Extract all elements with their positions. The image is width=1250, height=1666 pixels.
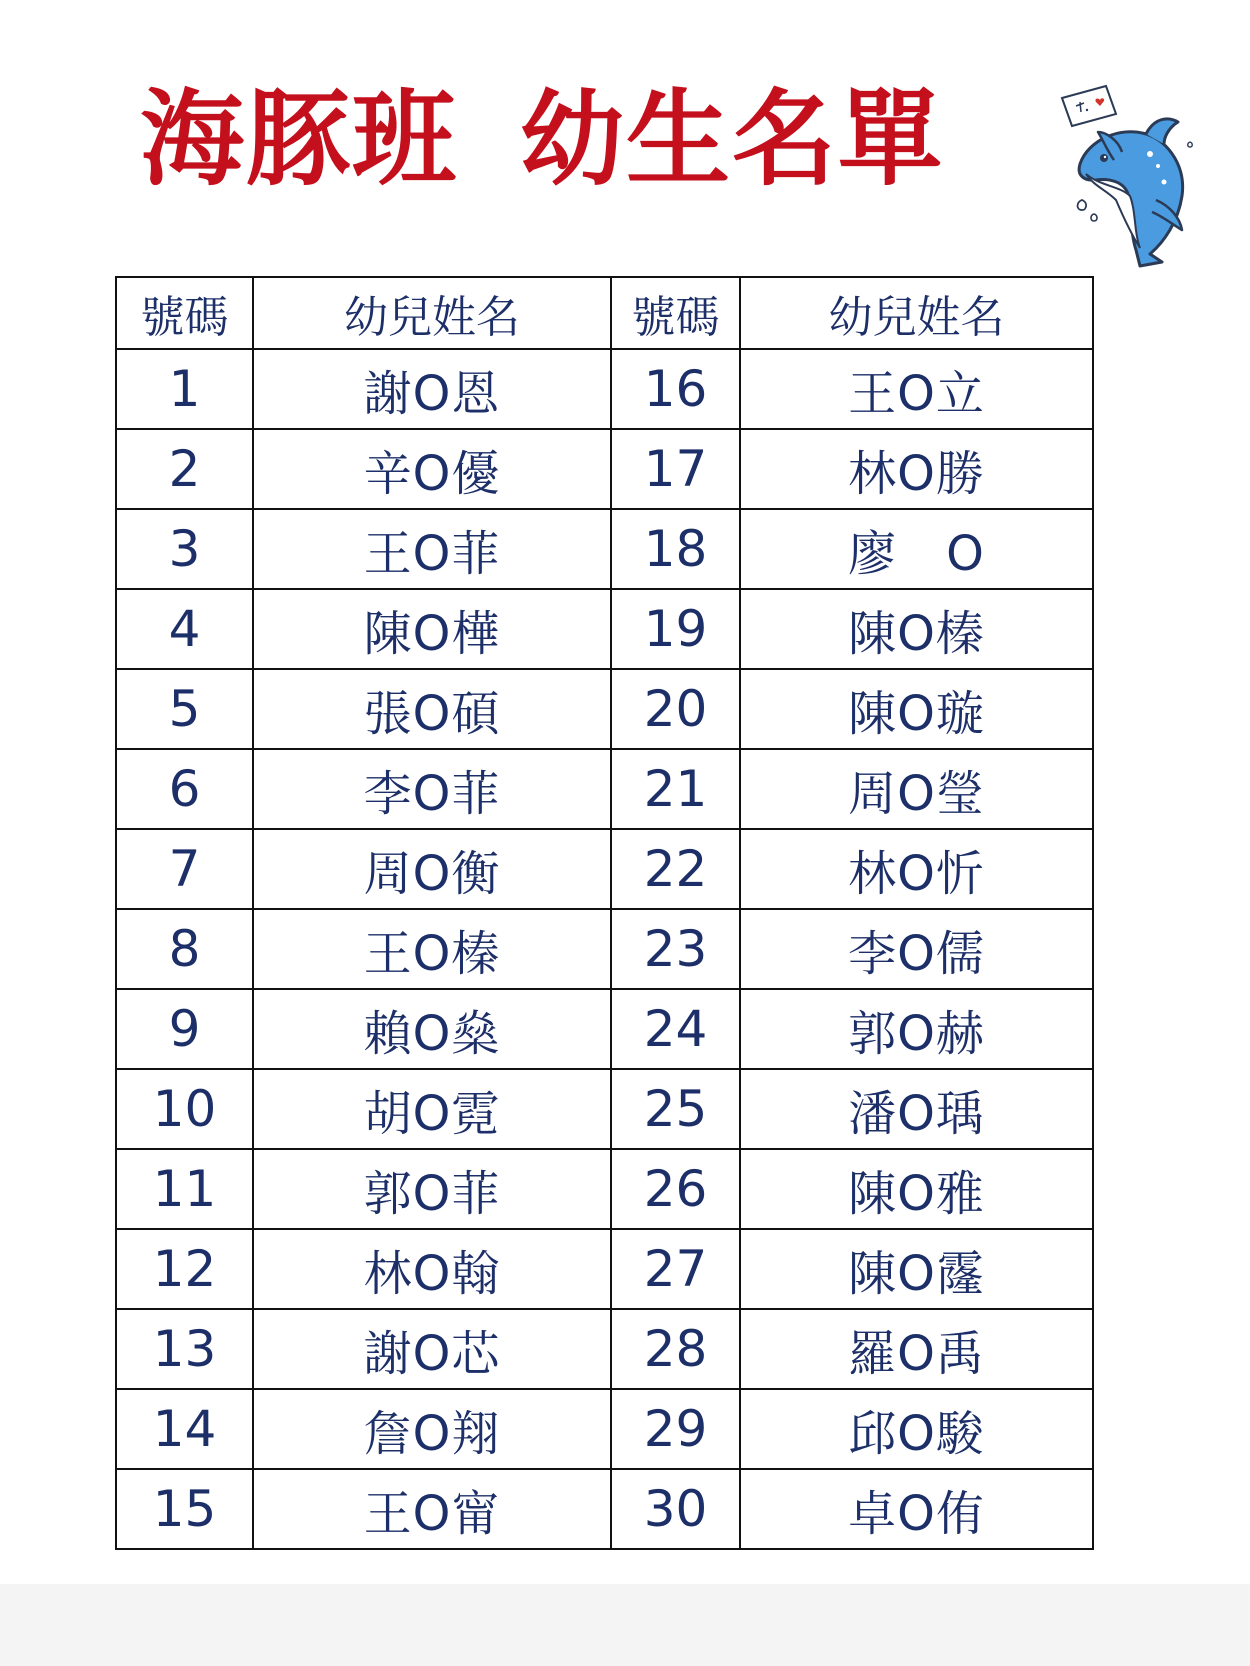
student-number: 6 xyxy=(116,749,253,829)
student-name: 謝O恩 xyxy=(253,349,611,429)
table-row xyxy=(116,1309,1093,1389)
student-number: 27 xyxy=(611,1229,740,1309)
student-name: 辛O優 xyxy=(253,429,611,509)
letter-icon xyxy=(1062,86,1116,126)
student-number: 14 xyxy=(116,1389,253,1469)
table-row xyxy=(116,429,1093,509)
student-number: 22 xyxy=(611,829,740,909)
student-number: 12 xyxy=(116,1229,253,1309)
student-name: 邱O駿 xyxy=(740,1389,1093,1469)
header-number-right: 號碼 xyxy=(611,277,740,349)
student-name: 林O忻 xyxy=(740,829,1093,909)
student-number: 20 xyxy=(611,669,740,749)
table-row xyxy=(116,509,1093,589)
student-name: 卓O侑 xyxy=(740,1469,1093,1549)
student-number: 10 xyxy=(116,1069,253,1149)
student-name: 羅O禹 xyxy=(740,1309,1093,1389)
header-number-left: 號碼 xyxy=(116,277,253,349)
student-name: 李O菲 xyxy=(253,749,611,829)
student-name: 陳O樺 xyxy=(253,589,611,669)
table-row xyxy=(116,589,1093,669)
table-row xyxy=(116,909,1093,989)
student-number: 17 xyxy=(611,429,740,509)
student-number: 11 xyxy=(116,1149,253,1229)
student-name: 王O榛 xyxy=(253,909,611,989)
student-name: 陳O雅 xyxy=(740,1149,1093,1229)
title-class-name: 海豚班 xyxy=(140,78,459,200)
table-row xyxy=(116,669,1093,749)
student-name: 李O儒 xyxy=(740,909,1093,989)
student-number: 24 xyxy=(611,989,740,1069)
student-name: 胡O霓 xyxy=(253,1069,611,1149)
student-number: 2 xyxy=(116,429,253,509)
student-name: 周O瑩 xyxy=(740,749,1093,829)
title-roster-label: 幼生名單 xyxy=(520,78,945,200)
student-name: 王O立 xyxy=(740,349,1093,429)
student-name: 賴O燊 xyxy=(253,989,611,1069)
student-number: 29 xyxy=(611,1389,740,1469)
student-name: 林O勝 xyxy=(740,429,1093,509)
table-row xyxy=(116,989,1093,1069)
student-number: 28 xyxy=(611,1309,740,1389)
student-name: 陳O霳 xyxy=(740,1229,1093,1309)
table-row xyxy=(116,749,1093,829)
student-number: 23 xyxy=(611,909,740,989)
student-number: 16 xyxy=(611,349,740,429)
student-number: 13 xyxy=(116,1309,253,1389)
student-name: 潘O瑀 xyxy=(740,1069,1093,1149)
page-title xyxy=(140,70,945,200)
student-number: 5 xyxy=(116,669,253,749)
student-name: 郭O赫 xyxy=(740,989,1093,1069)
student-number: 8 xyxy=(116,909,253,989)
dolphin-holding-letter-icon xyxy=(1060,82,1210,272)
student-name: 廖 O xyxy=(740,509,1093,589)
student-number: 21 xyxy=(611,749,740,829)
student-name: 詹O翔 xyxy=(253,1389,611,1469)
student-name: 謝O芯 xyxy=(253,1309,611,1389)
table-row xyxy=(116,1229,1093,1309)
student-number: 30 xyxy=(611,1469,740,1549)
student-number: 3 xyxy=(116,509,253,589)
student-number: 4 xyxy=(116,589,253,669)
roster-table xyxy=(115,276,1094,1550)
student-name: 郭O菲 xyxy=(253,1149,611,1229)
student-name: 林O翰 xyxy=(253,1229,611,1309)
table-row xyxy=(116,349,1093,429)
table-row xyxy=(116,1469,1093,1549)
student-name: 周O衡 xyxy=(253,829,611,909)
student-number: 9 xyxy=(116,989,253,1069)
page-bottom-margin xyxy=(0,1584,1250,1666)
table-row xyxy=(116,1389,1093,1469)
student-number: 19 xyxy=(611,589,740,669)
header-name-left: 幼兒姓名 xyxy=(253,277,611,349)
table-row xyxy=(116,1149,1093,1229)
student-number: 7 xyxy=(116,829,253,909)
student-number: 1 xyxy=(116,349,253,429)
table-header-row xyxy=(116,277,1093,349)
student-name: 陳O榛 xyxy=(740,589,1093,669)
table-row xyxy=(116,1069,1093,1149)
roster-rows xyxy=(116,349,1093,1549)
student-number: 26 xyxy=(611,1149,740,1229)
student-number: 25 xyxy=(611,1069,740,1149)
student-name: 陳O璇 xyxy=(740,669,1093,749)
student-name: 張O碩 xyxy=(253,669,611,749)
student-number: 15 xyxy=(116,1469,253,1549)
header-name-right: 幼兒姓名 xyxy=(740,277,1093,349)
student-number: 18 xyxy=(611,509,740,589)
table-row xyxy=(116,829,1093,909)
student-name: 王O菲 xyxy=(253,509,611,589)
student-name: 王O甯 xyxy=(253,1469,611,1549)
